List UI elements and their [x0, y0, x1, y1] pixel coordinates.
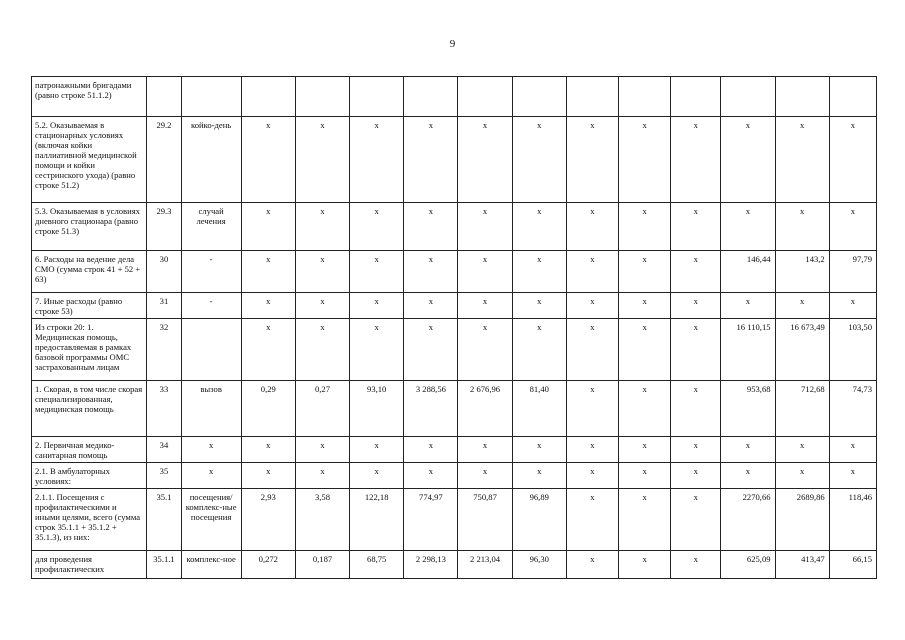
row-code-cell: 32: [147, 319, 181, 381]
value-cell: x: [566, 251, 618, 293]
value-cell: 0,272: [241, 551, 295, 579]
value-cell: x: [241, 251, 295, 293]
row-unit-cell: посещения/ комплекс-ные посещения: [181, 489, 241, 551]
value-cell: x: [350, 251, 404, 293]
row-code-cell: 29.3: [147, 203, 181, 251]
row-name-cell: 6. Расходы на ведение дела СМО (сумма строк 41 + 52 + 63): [32, 251, 147, 293]
row-code-cell: 31: [147, 293, 181, 319]
value-cell: 2,93: [241, 489, 295, 551]
value-cell: x: [566, 203, 618, 251]
value-cell: x: [458, 251, 512, 293]
value-cell: x: [512, 293, 566, 319]
value-cell: x: [671, 437, 721, 463]
row-name-cell: патронажными бригадами (равно строке 51.1.2): [32, 77, 147, 117]
row-code-cell: 35.1.1: [147, 551, 181, 579]
value-cell: x: [241, 437, 295, 463]
report-table-body: [32, 77, 877, 579]
value-cell: x: [721, 437, 775, 463]
row-unit-cell: x: [181, 463, 241, 489]
value-cell: [829, 77, 876, 117]
value-cell: 0,27: [295, 381, 349, 437]
value-cell: x: [566, 551, 618, 579]
value-cell: x: [458, 117, 512, 203]
value-cell: 93,10: [350, 381, 404, 437]
value-cell: x: [512, 437, 566, 463]
row-name-cell: 1. Скорая, в том числе скорая специализированная, медицинская помощь: [32, 381, 147, 437]
value-cell: [241, 77, 295, 117]
value-cell: 625,09: [721, 551, 775, 579]
row-name-cell: 5.2. Оказываемая в стационарных условиях (включая койки паллиативной медицинской помощи и койки сестринского ухода) (равно строке 51.2): [32, 117, 147, 203]
table-row: [32, 319, 877, 381]
value-cell: x: [671, 203, 721, 251]
value-cell: x: [619, 381, 671, 437]
value-cell: x: [404, 319, 458, 381]
row-name-cell: 5.3. Оказываемая в условиях дневного стационара (равно строке 51.3): [32, 203, 147, 251]
value-cell: x: [350, 293, 404, 319]
value-cell: x: [295, 293, 349, 319]
value-cell: x: [458, 203, 512, 251]
value-cell: x: [404, 463, 458, 489]
value-cell: 81,40: [512, 381, 566, 437]
value-cell: 413,47: [775, 551, 829, 579]
value-cell: 3 288,56: [404, 381, 458, 437]
value-cell: x: [829, 437, 876, 463]
value-cell: x: [241, 293, 295, 319]
value-cell: x: [671, 381, 721, 437]
value-cell: 953,68: [721, 381, 775, 437]
value-cell: x: [295, 463, 349, 489]
report-table: [31, 76, 877, 579]
value-cell: x: [671, 489, 721, 551]
value-cell: [671, 77, 721, 117]
value-cell: x: [671, 319, 721, 381]
value-cell: x: [829, 203, 876, 251]
value-cell: x: [295, 319, 349, 381]
row-code-cell: 30: [147, 251, 181, 293]
value-cell: 774,97: [404, 489, 458, 551]
value-cell: x: [295, 117, 349, 203]
row-code-cell: 35: [147, 463, 181, 489]
value-cell: [566, 77, 618, 117]
value-cell: x: [350, 463, 404, 489]
row-unit-cell: -: [181, 251, 241, 293]
value-cell: x: [241, 463, 295, 489]
value-cell: 143,2: [775, 251, 829, 293]
value-cell: x: [512, 463, 566, 489]
value-cell: 3,58: [295, 489, 349, 551]
value-cell: 96,89: [512, 489, 566, 551]
value-cell: 750,87: [458, 489, 512, 551]
value-cell: x: [619, 203, 671, 251]
value-cell: x: [619, 319, 671, 381]
value-cell: x: [671, 251, 721, 293]
value-cell: x: [721, 117, 775, 203]
value-cell: [512, 77, 566, 117]
value-cell: 96,30: [512, 551, 566, 579]
row-name-cell: 2.1. В амбулаторных условиях:: [32, 463, 147, 489]
value-cell: x: [350, 203, 404, 251]
value-cell: x: [295, 251, 349, 293]
value-cell: 2 298,13: [404, 551, 458, 579]
table-row: [32, 117, 877, 203]
value-cell: 74,73: [829, 381, 876, 437]
value-cell: x: [512, 117, 566, 203]
value-cell: 16 673,49: [775, 319, 829, 381]
table-row: [32, 463, 877, 489]
value-cell: x: [566, 293, 618, 319]
value-cell: 97,79: [829, 251, 876, 293]
value-cell: x: [619, 117, 671, 203]
value-cell: x: [295, 203, 349, 251]
value-cell: 0,29: [241, 381, 295, 437]
row-unit-cell: койко-день: [181, 117, 241, 203]
row-name-cell: 2.1.1. Посещения с профилактическими и иными целями, всего (сумма строк 35.1.1 + 35.1.2 + 35.1.3), из них:: [32, 489, 147, 551]
value-cell: x: [512, 203, 566, 251]
value-cell: 2 676,96: [458, 381, 512, 437]
value-cell: 712,68: [775, 381, 829, 437]
table-row: [32, 203, 877, 251]
value-cell: x: [619, 293, 671, 319]
value-cell: 16 110,15: [721, 319, 775, 381]
value-cell: x: [241, 117, 295, 203]
value-cell: 0,187: [295, 551, 349, 579]
row-unit-cell: случай лечения: [181, 203, 241, 251]
value-cell: x: [241, 203, 295, 251]
value-cell: [619, 77, 671, 117]
row-name-cell: 2. Первичная медико-санитарная помощь: [32, 437, 147, 463]
value-cell: x: [295, 437, 349, 463]
value-cell: x: [619, 463, 671, 489]
value-cell: x: [350, 117, 404, 203]
table-row: [32, 551, 877, 579]
value-cell: x: [619, 437, 671, 463]
value-cell: x: [512, 319, 566, 381]
value-cell: x: [619, 489, 671, 551]
table-row: [32, 251, 877, 293]
row-name-cell: Из строки 20: 1. Медицинская помощь, предоставляемая в рамках базовой программы ОМС застрахованным лицам: [32, 319, 147, 381]
value-cell: x: [829, 117, 876, 203]
row-unit-cell: вызов: [181, 381, 241, 437]
value-cell: [458, 77, 512, 117]
value-cell: 68,75: [350, 551, 404, 579]
value-cell: x: [566, 319, 618, 381]
row-code-cell: [147, 77, 181, 117]
value-cell: x: [404, 203, 458, 251]
value-cell: x: [775, 437, 829, 463]
value-cell: 2 213,04: [458, 551, 512, 579]
value-cell: x: [566, 463, 618, 489]
value-cell: x: [775, 293, 829, 319]
value-cell: x: [619, 251, 671, 293]
row-code-cell: 34: [147, 437, 181, 463]
value-cell: x: [404, 117, 458, 203]
value-cell: 122,18: [350, 489, 404, 551]
value-cell: x: [404, 251, 458, 293]
value-cell: x: [671, 551, 721, 579]
row-name-cell: 7. Иные расходы (равно строке 53): [32, 293, 147, 319]
value-cell: 103,50: [829, 319, 876, 381]
value-cell: x: [775, 463, 829, 489]
table-row: [32, 381, 877, 437]
value-cell: x: [721, 293, 775, 319]
value-cell: x: [458, 463, 512, 489]
value-cell: [404, 77, 458, 117]
value-cell: x: [671, 293, 721, 319]
value-cell: x: [458, 437, 512, 463]
value-cell: x: [350, 437, 404, 463]
value-cell: 66,15: [829, 551, 876, 579]
row-unit-cell: -: [181, 293, 241, 319]
value-cell: x: [566, 381, 618, 437]
value-cell: x: [775, 203, 829, 251]
value-cell: x: [404, 293, 458, 319]
value-cell: x: [458, 319, 512, 381]
row-unit-cell: комплекс-ное: [181, 551, 241, 579]
value-cell: [295, 77, 349, 117]
value-cell: x: [671, 117, 721, 203]
value-cell: 146,44: [721, 251, 775, 293]
value-cell: 118,46: [829, 489, 876, 551]
value-cell: 2270,66: [721, 489, 775, 551]
value-cell: x: [721, 463, 775, 489]
value-cell: x: [566, 117, 618, 203]
value-cell: [350, 77, 404, 117]
value-cell: x: [566, 437, 618, 463]
row-code-cell: 35.1: [147, 489, 181, 551]
value-cell: x: [458, 293, 512, 319]
table-row: [32, 77, 877, 117]
value-cell: [721, 77, 775, 117]
value-cell: x: [829, 463, 876, 489]
row-name-cell: для проведения профилактических: [32, 551, 147, 579]
row-code-cell: 29.2: [147, 117, 181, 203]
value-cell: x: [721, 203, 775, 251]
page-number: 9: [449, 38, 456, 50]
value-cell: x: [671, 463, 721, 489]
value-cell: x: [775, 117, 829, 203]
value-cell: x: [619, 551, 671, 579]
row-unit-cell: [181, 319, 241, 381]
value-cell: x: [566, 489, 618, 551]
table-row: [32, 489, 877, 551]
table-row: [32, 293, 877, 319]
value-cell: x: [512, 251, 566, 293]
value-cell: x: [404, 437, 458, 463]
row-code-cell: 33: [147, 381, 181, 437]
value-cell: [775, 77, 829, 117]
value-cell: x: [241, 319, 295, 381]
row-unit-cell: x: [181, 437, 241, 463]
value-cell: x: [829, 293, 876, 319]
value-cell: 2689,86: [775, 489, 829, 551]
table-row: [32, 437, 877, 463]
value-cell: x: [350, 319, 404, 381]
row-unit-cell: [181, 77, 241, 117]
